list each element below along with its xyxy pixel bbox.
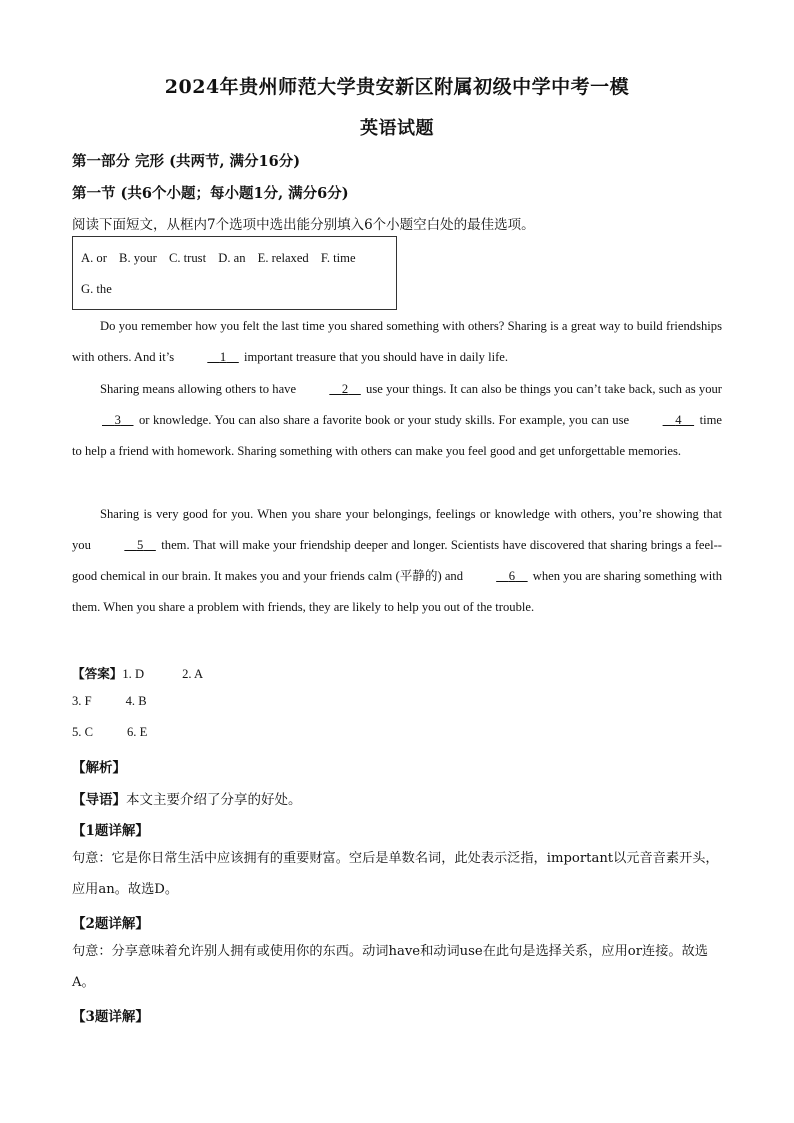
blank-6: 6	[508, 569, 516, 583]
q2-label: 【2题详解】	[72, 916, 149, 932]
option-d: D. an	[218, 251, 246, 265]
answer-5: 5. C	[72, 725, 93, 739]
passage-paragraph-3: Sharing is very good for you. When you share your belongings, feelings or knowledge with others, you’re showing that you 5 them. That will make your friendship deeper and longer. Scientists have discovered that sharing brings a feel--good chemical in our brain. It makes you and your friends calm (平静的) and 6 when you are sharing something with them. When you share a problem with friends, they are likely to help you out of the trouble.	[72, 507, 723, 614]
page-title: 2024年贵州师范大学贵安新区附属初级中学中考一模	[164, 76, 630, 98]
q2-explanation: 句意：分享意味着允许别人拥有或使用你的东西。动词have和动词use在此句是选择关系，应用or连接。故选A。	[72, 944, 708, 990]
answer-6: 6. E	[127, 725, 148, 739]
section1-heading: 第一节 (共6个小题；每小题1分, 满分6分)	[72, 185, 349, 202]
instruction: 阅读下面短文，从框内7个选项中选出能分别填入6个小题空白处的最佳选项。	[72, 217, 535, 233]
option-c: C. trust	[168, 251, 207, 265]
guide-label: 【导语】	[72, 792, 126, 808]
options-row-2	[81, 282, 121, 297]
page-subtitle: 英语试题	[360, 118, 434, 139]
answer-3: 3. F	[72, 694, 92, 708]
answer-2: 2. A	[182, 667, 204, 681]
option-g: G. the	[81, 282, 112, 296]
answer-label: 【答案】	[72, 667, 123, 681]
option-a: A. or	[81, 251, 107, 265]
analysis-label: 【解析】	[72, 760, 126, 776]
passage-paragraph-2: Sharing means allowing others to have 2 use your things. It can also be things you can’t take back, such as your 3 or knowledge. You can also share a favorite book or your study skills. For example, you can use 4 time to help a friend with homework. Sharing something with others can make you feel good and get unforgettable memories.	[72, 374, 722, 467]
blank-2: 2	[341, 382, 349, 396]
q1-explanation: 句意：它是你日常生活中应该拥有的重要财富。空后是单数名词，此处表示泛指，important以元音音素开头，应用an。故选D。	[72, 851, 719, 897]
part1-heading: 第一部分 完形 (共两节, 满分16分)	[72, 153, 301, 170]
answers-row-3	[72, 725, 147, 740]
q3-label: 【3题详解】	[72, 1009, 149, 1025]
blank-5: 5	[136, 538, 144, 552]
option-b: B. your	[119, 251, 157, 265]
answer-4: 4. B	[125, 694, 147, 708]
guide-line	[72, 788, 302, 808]
blank-3: 3	[114, 413, 121, 427]
guide-text: 本文主要介绍了分享的好处。	[126, 792, 302, 808]
passage-paragraph-1: Do you remember how you felt the last time you shared something with others? Sharing is a great way to build friendships with others. And it’s 1 important treasure that you should have in daily life.	[72, 311, 722, 373]
answers-row-2	[72, 694, 147, 709]
blank-4: 4	[675, 413, 682, 427]
answer-1: 1. D	[122, 667, 145, 681]
blank-1: 1	[219, 350, 227, 364]
option-e: E. relaxed	[257, 251, 309, 265]
options-box	[72, 236, 397, 310]
q1-label: 【1题详解】	[72, 823, 149, 839]
options-row-1	[81, 251, 365, 266]
answers-row-1	[72, 663, 203, 682]
option-f: F. time	[320, 251, 356, 265]
